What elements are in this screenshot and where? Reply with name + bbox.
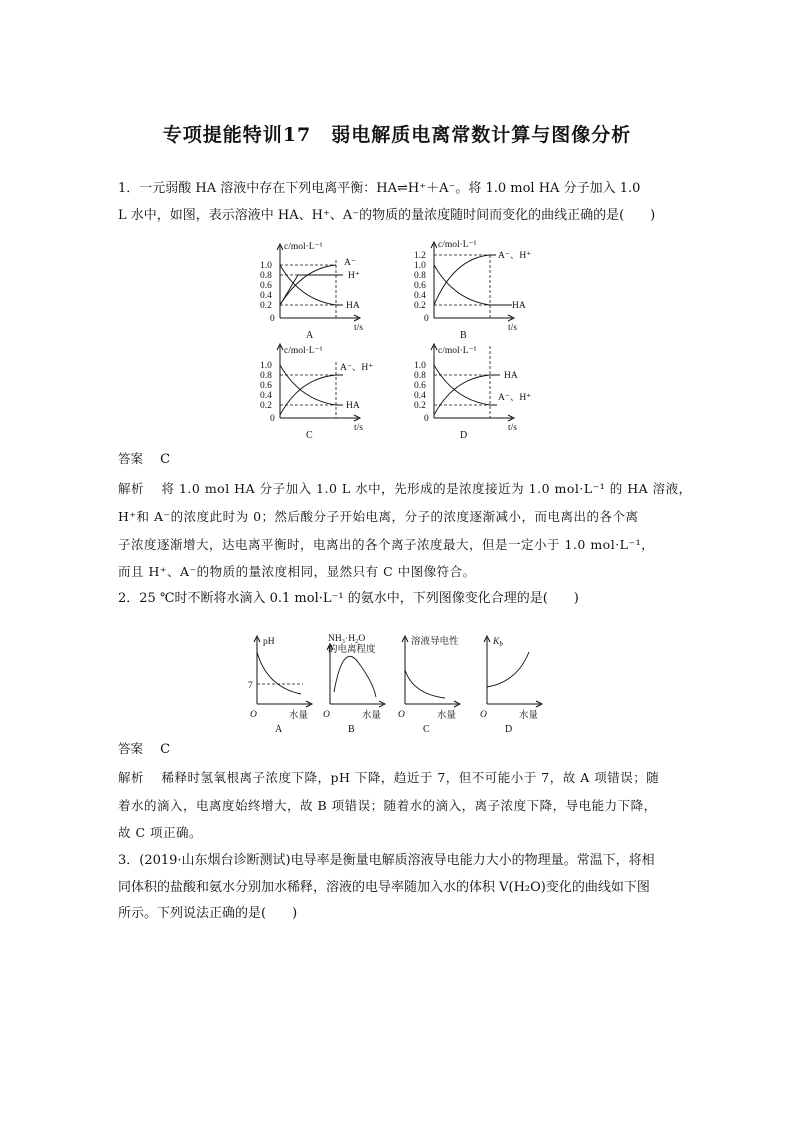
q2-graph-b — [318, 632, 398, 735]
answer-label: 答案 — [118, 451, 144, 466]
kb-subscript: b — [499, 640, 503, 648]
x-axis-label: t/s — [354, 323, 363, 333]
q3-text-line2: 同体积的盐酸和氨水分别加水稀释，溶液的电导率随加入水的体积 V(H₂O)变化的曲线如下图 — [118, 880, 650, 895]
q1-analysis-line2: H⁺和 A⁻的浓度此时为 0；然后酸分子开始电离，分子的浓度逐渐减小，而电离出的各个离 — [118, 509, 639, 524]
answer-label: 答案 — [118, 741, 144, 756]
x-axis-label: 水量 — [289, 711, 309, 721]
tick: 0.4 — [260, 291, 272, 301]
tick: 0.8 — [260, 271, 272, 281]
tick: 0.4 — [414, 291, 426, 301]
tick: 1.0 — [260, 261, 272, 271]
x-axis-label: 水量 — [519, 711, 539, 721]
tick: 1.0 — [414, 361, 426, 371]
curve-label: A⁻、H⁺ — [498, 393, 532, 403]
q3-text-line1: 3．(2019·山东烟台诊断测试)电导率是衡量电解质溶液导电能力大小的物理量。常温下，将相 — [118, 853, 655, 868]
origin-label: O — [250, 710, 257, 720]
tick: 0 — [424, 414, 429, 424]
q2-graph-c — [393, 632, 473, 735]
tick: 0.2 — [260, 401, 272, 411]
origin-label: O — [398, 710, 405, 720]
graph-caption: D — [505, 724, 513, 735]
curve-label: A⁻ — [344, 258, 356, 268]
x-axis-label: t/s — [508, 423, 517, 433]
q2-graph-a — [245, 632, 320, 735]
tick: 1.0 — [414, 261, 426, 271]
curve-label: A⁻、H⁺ — [340, 363, 374, 373]
q2-answer — [118, 740, 678, 759]
q1-analysis-line1 — [118, 480, 692, 498]
analysis-label: 解析 — [118, 481, 145, 496]
tick: 0.2 — [260, 301, 272, 311]
y-axis-label: 的电离程度 — [328, 645, 376, 655]
q1-graph-a — [258, 240, 388, 340]
tick: 1.2 — [414, 251, 426, 261]
y-axis-label: c/mol·L⁻¹ — [284, 242, 323, 252]
tick: 0.2 — [414, 401, 426, 411]
q2-analysis-line2: 着水的滴入，电离度始终增大，故 B 项错误；随着水的滴入，离子浓度下降，导电能力下降， — [118, 798, 657, 813]
curve-label: A⁻、H⁺ — [498, 251, 532, 261]
q1-graph-c — [258, 340, 388, 440]
tick: 0.6 — [414, 281, 426, 291]
curve-ha — [280, 365, 343, 405]
x-axis-label: t/s — [508, 323, 517, 333]
tick: 0 — [270, 414, 275, 424]
q1-analysis-line4: 而且 H⁺、A⁻的物质的量浓度相同，显然只有 C 中图像符合。 — [118, 564, 476, 579]
graph-caption: A — [275, 724, 283, 735]
curve-a-h — [434, 255, 496, 305]
q1-answer — [118, 450, 678, 469]
q1-graph-b — [412, 240, 552, 340]
tick: 0.8 — [414, 271, 426, 281]
q2-analysis-line1 — [118, 769, 678, 787]
curve-ha — [434, 265, 512, 305]
tick: 0.4 — [260, 391, 272, 401]
kb-symbol: K — [493, 637, 500, 647]
y-axis-label: c/mol·L⁻¹ — [438, 346, 477, 356]
q2-graph-d — [475, 632, 555, 735]
tick: 0.6 — [414, 381, 426, 391]
y-axis-label: c/mol·L⁻¹ — [284, 346, 323, 356]
curve-label: HA — [346, 301, 360, 311]
q1-text-line1: 1．一元弱酸 HA 溶液中存在下列电离平衡：HA⇌H⁺＋A⁻。将 1.0 mol HA 分子加入 1.0 — [118, 181, 641, 196]
tick: 0.8 — [414, 371, 426, 381]
curve-a-h — [434, 365, 497, 405]
graph-caption: C — [306, 430, 313, 441]
curve-label: HA — [512, 301, 526, 311]
page-title: 专项提能特训17 弱电解质电离常数计算与图像分析 — [162, 124, 632, 146]
y-axis-label: c/mol·L⁻¹ — [438, 240, 477, 250]
y-axis-label: NH₃·H₂O — [328, 634, 366, 644]
tick: 1.0 — [260, 361, 272, 371]
origin-label: O — [480, 710, 487, 720]
tick: 0.2 — [414, 301, 426, 311]
analysis-label: 解析 — [118, 770, 145, 785]
q2-analysis-line3: 故 C 项正确。 — [118, 825, 203, 840]
tick: 0 — [270, 314, 275, 324]
analysis-text: 稀释时氢氧根离子浓度下降，pH 下降，趋近于 7，但不可能小于 7，故 A 项错误；随 — [161, 770, 660, 785]
tick: 0 — [424, 314, 429, 324]
curve-conductivity — [405, 670, 445, 698]
origin-label: O — [323, 710, 330, 720]
curve-label: H⁺ — [348, 271, 360, 281]
q2-text-line1: 2．25 ℃时不断将水滴入 0.1 mol·L⁻¹ 的氨水中，下列图像变化合理的是( ) — [118, 591, 579, 606]
graph-caption: A — [306, 330, 314, 341]
x-axis-label: t/s — [354, 423, 363, 433]
answer-value: C — [160, 452, 171, 467]
q1-analysis-line3: 子浓度逐渐增大，达电离平衡时，电离出的各个离子浓度最大，但是一定小于 1.0 mol·L⁻¹， — [118, 537, 655, 552]
tick: 0.4 — [414, 391, 426, 401]
x-axis-label: 水量 — [362, 711, 382, 721]
curve-ha — [280, 265, 343, 305]
tick: 0.8 — [260, 371, 272, 381]
y-axis-label — [492, 637, 503, 648]
curve-ph — [257, 652, 301, 694]
x-axis-label: 水量 — [437, 711, 457, 721]
q3-text-line3: 所示。下列说法正确的是( ) — [118, 906, 298, 921]
curve-label: HA — [504, 371, 518, 381]
curve-kb — [487, 652, 529, 687]
curve-ionization — [334, 656, 376, 697]
tick: 0.6 — [260, 381, 272, 391]
q1-text-line2: L 水中，如图，表示溶液中 HA、H⁺、A⁻的物质的量浓度随时间而变化的曲线正确的是( ) — [118, 208, 656, 223]
graph-caption: B — [348, 724, 355, 735]
curve-a-minus — [280, 265, 336, 305]
tick: 7 — [248, 681, 253, 691]
graph-caption: C — [423, 724, 430, 735]
curve-a-h — [280, 375, 343, 415]
analysis-text: 将 1.0 mol HA 分子加入 1.0 L 水中，先形成的是浓度接近为 1.0 mol·L⁻¹ 的 HA 溶液， — [161, 481, 692, 496]
curve-label: HA — [346, 401, 360, 411]
y-axis-label: pH — [263, 637, 275, 647]
tick: 0.6 — [260, 281, 272, 291]
graph-caption: D — [460, 430, 468, 441]
q1-graph-d — [412, 340, 552, 440]
graph-caption: B — [460, 330, 467, 341]
answer-value: C — [160, 742, 171, 757]
y-axis-label: 溶液导电性 — [411, 637, 459, 647]
